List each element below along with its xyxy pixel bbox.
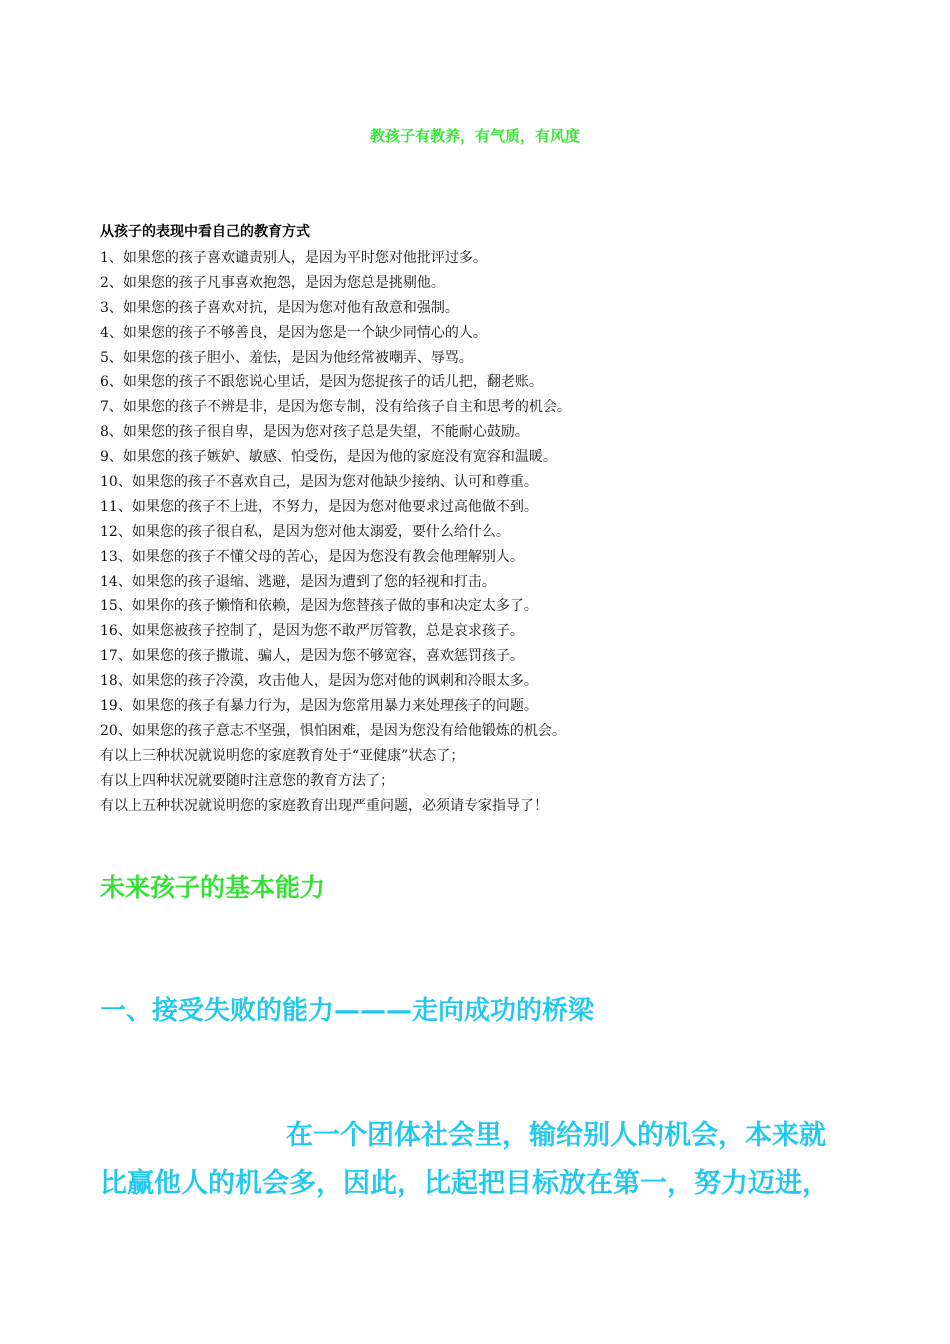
paragraph-line: 在一个团体社会里，输给别人的机会，本来就 [286,1120,826,1151]
list-item: 7、如果您的孩子不辨是非，是因为您专制，没有给孩子自主和思考的机会。 [100,399,571,416]
heading-accept-failure: 一、接受失败的能力———走向成功的桥梁 [100,996,595,1026]
list-item: 3、如果您的孩子喜欢对抗，是因为您对他有敌意和强制。 [100,299,459,316]
behavior-list [100,246,880,818]
list-item: 19、如果您的孩子有暴力行为，是因为您常用暴力来处理孩子的问题。 [100,698,538,715]
summary-line: 有以上四种状况就要随时注意您的教育方法了； [100,772,394,789]
list-item: 16、如果您被孩子控制了，是因为您不敢严厉管教，总是哀求孩子。 [100,623,524,640]
summary-line: 有以上五种状况就说明您的家庭教育出现严重问题，必须请专家指导了！ [100,797,548,814]
list-item: 15、如果你的孩子懒惰和依赖，是因为您替孩子做的事和决定太多了。 [100,598,538,615]
list-item: 17、如果您的孩子撒谎、骗人，是因为您不够宽容，喜欢惩罚孩子。 [100,648,524,665]
body-paragraph [100,1112,860,1208]
section-heading: 从孩子的表现中看自己的教育方式 [100,224,310,240]
list-item: 4、如果您的孩子不够善良，是因为您是一个缺少同情心的人。 [100,324,487,341]
list-item: 2、如果您的孩子凡事喜欢抱怨，是因为您总是挑剔他。 [100,274,445,291]
list-item: 14、如果您的孩子退缩、逃避，是因为遭到了您的轻视和打击。 [100,573,496,590]
list-item: 13、如果您的孩子不懂父母的苦心，是因为您没有教会他理解别人。 [100,548,524,565]
document-title: 教孩子有教养，有气质，有风度 [369,127,580,145]
summary-line: 有以上三种状况就说明您的家庭教育处于“亚健康”状态了； [100,747,465,764]
list-item: 10、如果您的孩子不喜欢自己，是因为您对他缺少接纳、认可和尊重。 [100,474,538,491]
list-item: 8、如果您的孩子很自卑，是因为您对孩子总是失望，不能耐心鼓励。 [100,424,529,441]
list-item: 12、如果您的孩子很自私，是因为您对他太溺爱，要什么给什么。 [100,523,510,540]
list-item: 1、如果您的孩子喜欢谴责别人，是因为平时您对他批评过多。 [100,250,487,266]
list-item: 9、如果您的孩子嫉妒、敏感、怕受伤，是因为他的家庭没有宽容和温暖。 [100,449,557,466]
paragraph-line: 比赢他人的机会多，因此，比起把目标放在第一，努力迈进， [100,1168,829,1199]
list-item: 6、如果您的孩子不跟您说心里话，是因为您捉孩子的话儿把，翻老账。 [100,374,543,391]
list-item: 20、如果您的孩子意志不坚强，惧怕困难，是因为您没有给他锻炼的机会。 [100,722,566,739]
list-item: 18、如果您的孩子冷漠，攻击他人，是因为您对他的讽刺和冷眼太多。 [100,673,538,690]
list-item: 11、如果您的孩子不上进，不努力，是因为您对他要求过高他做不到。 [100,498,538,515]
heading-future-abilities: 未来孩子的基本能力 [100,873,326,902]
list-item: 5、如果您的孩子胆小、羞怯，是因为他经常被嘲弄、辱骂。 [100,349,473,366]
